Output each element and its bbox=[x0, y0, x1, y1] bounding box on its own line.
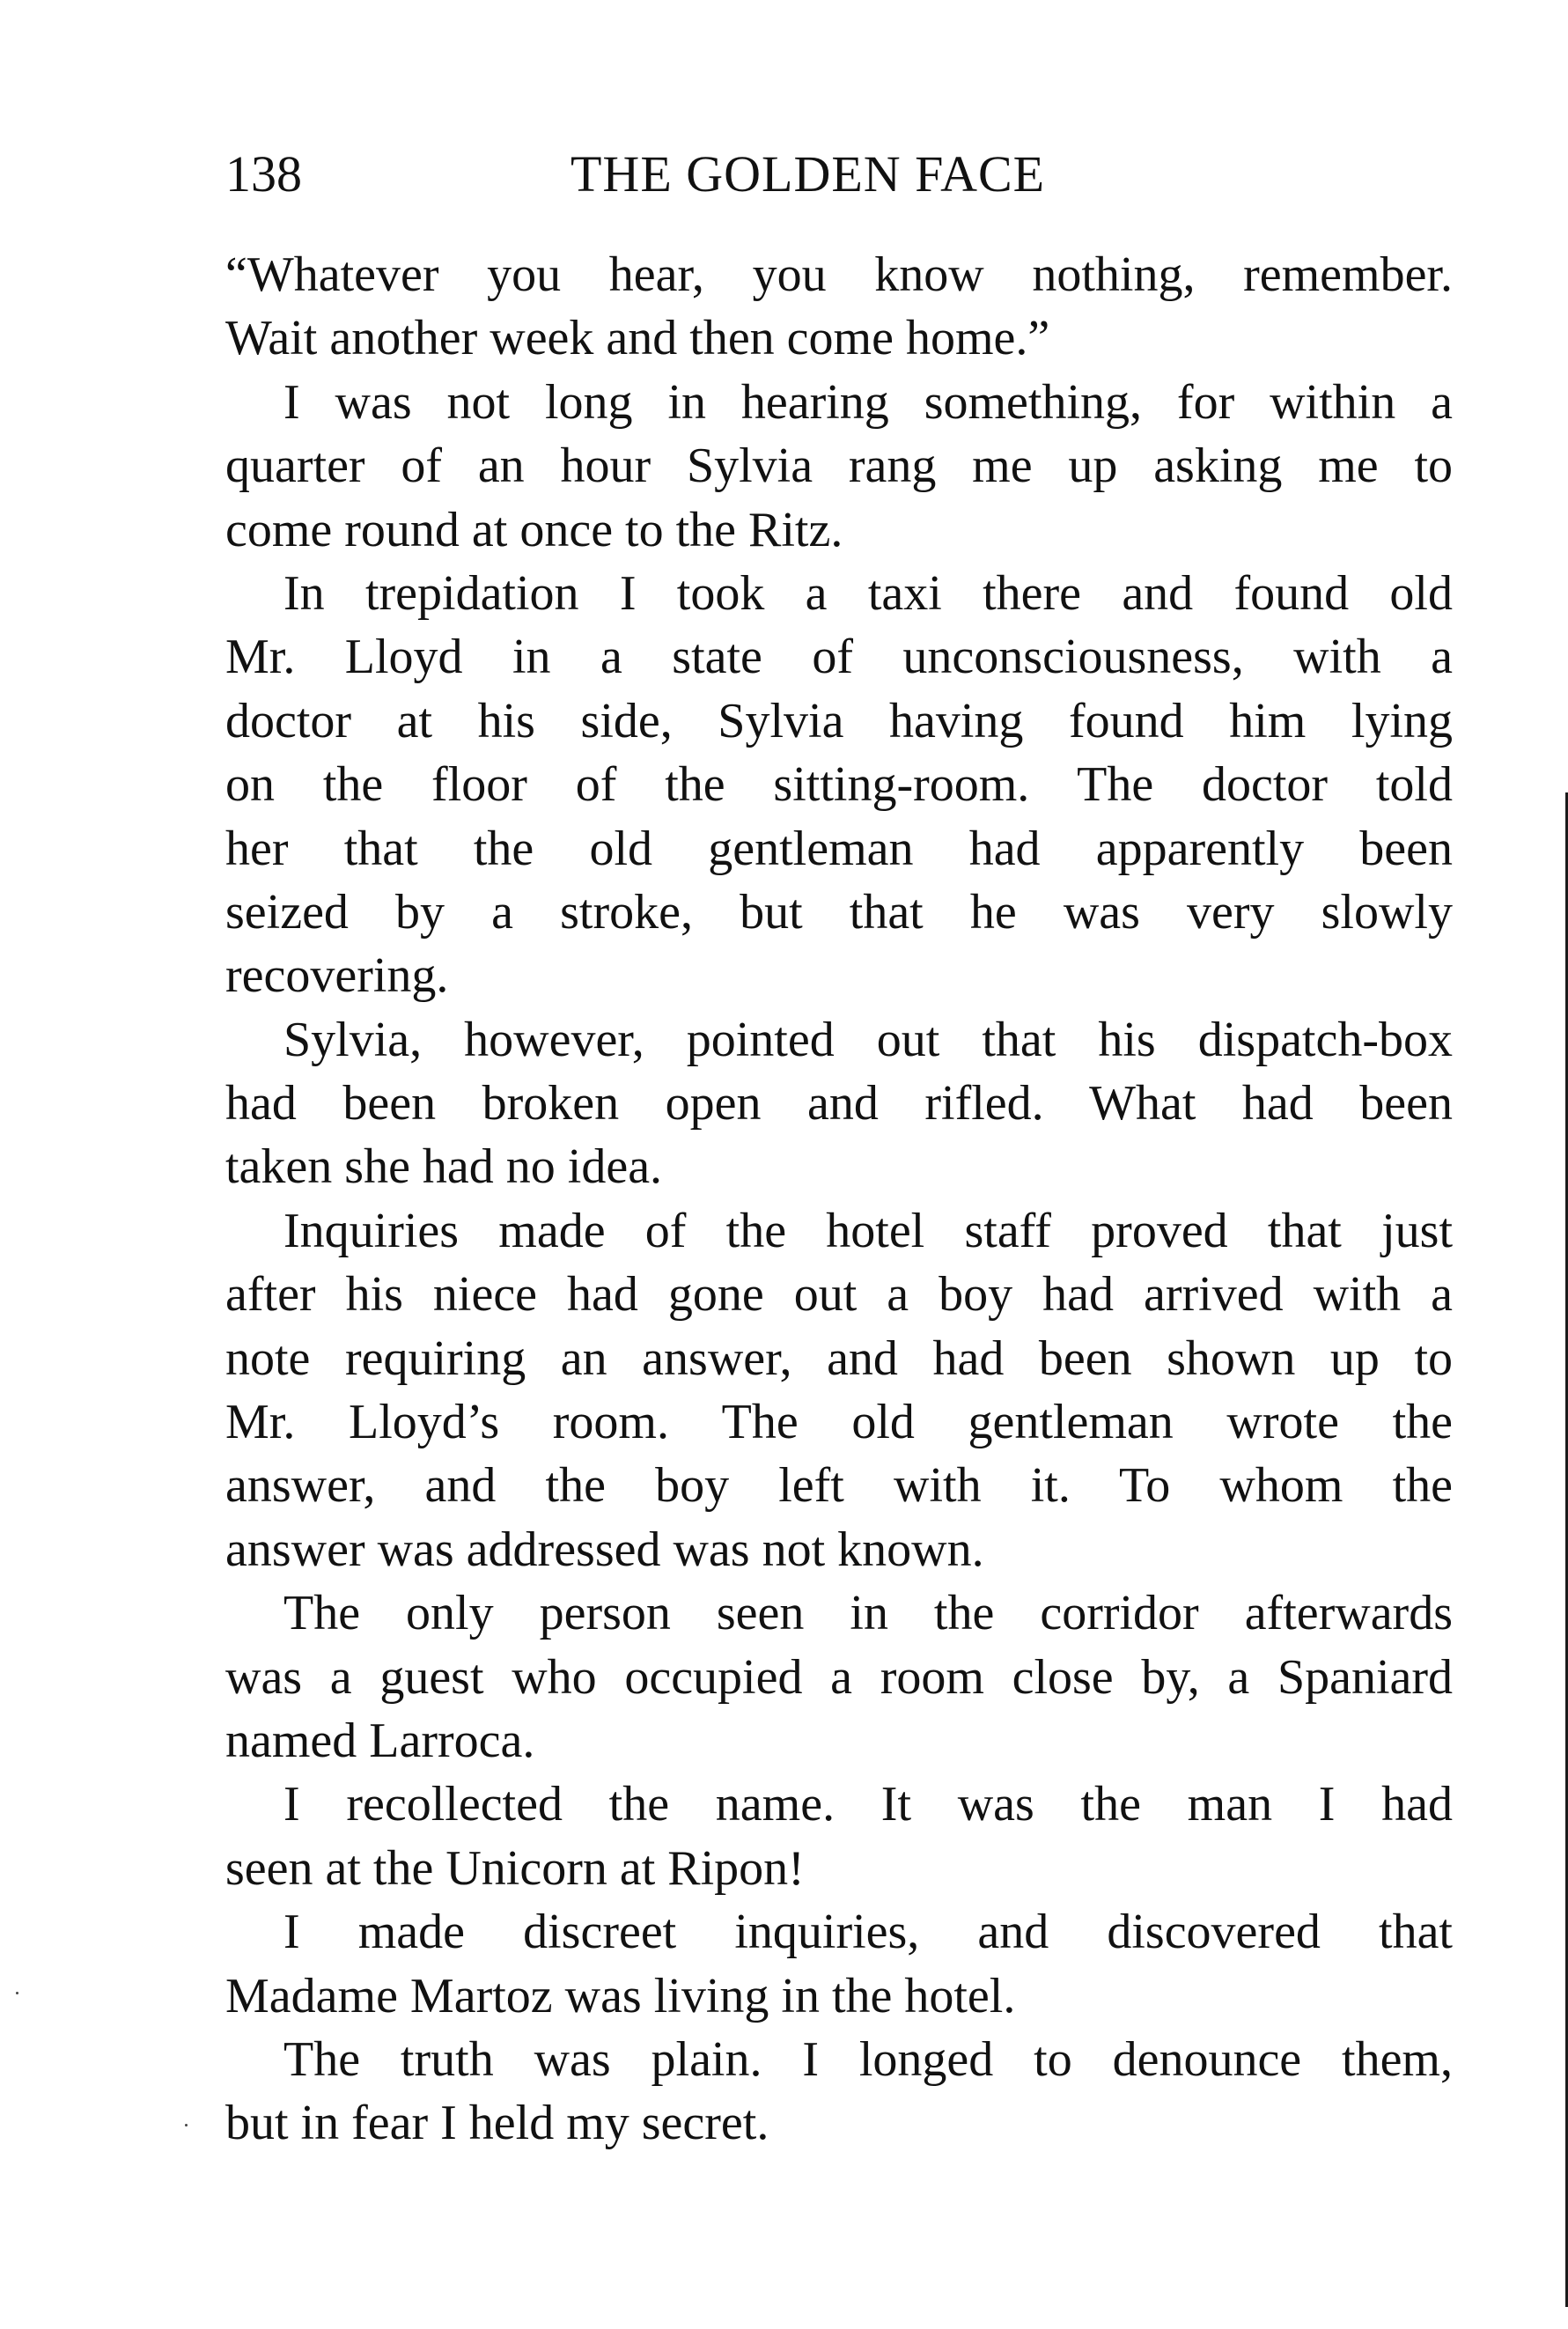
text-line: Mr. Lloyd’s room. The old gentleman wrote the bbox=[225, 1395, 1453, 1450]
text-line: I was not long in hearing something, for within a bbox=[283, 374, 1453, 430]
running-title: THE GOLDEN FACE bbox=[571, 145, 1046, 203]
text-line: Madame Martoz was living in the hotel. bbox=[225, 1968, 1016, 2023]
text-line: seen at the Unicorn at Ripon! bbox=[225, 1840, 805, 1896]
text-line: taken she had no idea. bbox=[225, 1139, 663, 1195]
text-line: quarter of an hour Sylvia rang me up asking me to bbox=[225, 439, 1453, 494]
text-line: Wait another week and then come home.” bbox=[225, 311, 1050, 366]
text-line: had been broken open and rifled. What had been bbox=[225, 1076, 1453, 1131]
text-line: “Whatever you hear, you know nothing, remember. bbox=[225, 247, 1453, 302]
text-line: seized by a stroke, but that he was very slowly bbox=[225, 884, 1453, 940]
text-line: come round at once to the Ritz. bbox=[225, 502, 843, 557]
page-number: 138 bbox=[225, 145, 302, 203]
text-line: her that the old gentleman had apparently been bbox=[225, 821, 1453, 876]
text-line: The only person seen in the corridor afterwards bbox=[283, 1586, 1453, 1641]
text-line: but in fear I held my secret. bbox=[225, 2096, 769, 2151]
text-line: I recollected the name. It was the man I had bbox=[283, 1777, 1453, 1832]
text-line: Sylvia, however, pointed out that his dispatch-box bbox=[283, 1012, 1453, 1067]
text-line: answer, and the boy left with it. To whom the bbox=[225, 1458, 1453, 1514]
text-line: In trepidation I took a taxi there and found old bbox=[283, 565, 1453, 621]
text-line: doctor at his side, Sylvia having found him lying bbox=[225, 693, 1453, 748]
scan-speck bbox=[185, 2124, 188, 2126]
text-line: I made discreet inquiries, and discovered that bbox=[283, 1905, 1453, 1960]
page-header bbox=[225, 139, 1453, 210]
text-line: was a guest who occupied a room close by, a Spaniard bbox=[225, 1649, 1453, 1705]
text-line: note requiring an answer, and had been shown up to bbox=[225, 1330, 1453, 1386]
scan-speck bbox=[16, 1992, 18, 1994]
text-line: on the floor of the sitting-room. The doctor told bbox=[225, 757, 1453, 813]
text-line: answer was addressed was not known. bbox=[225, 1522, 984, 1577]
text-line: recovering. bbox=[225, 948, 449, 1004]
text-line: Mr. Lloyd in a state of unconsciousness, with a bbox=[225, 630, 1453, 685]
text-line: after his niece had gone out a boy had arrived with a bbox=[225, 1267, 1453, 1323]
body-text bbox=[225, 243, 1453, 2156]
text-line: named Larroca. bbox=[225, 1713, 535, 1768]
text-line: Inquiries made of the hotel staff proved that just bbox=[283, 1203, 1453, 1258]
text-line: The truth was plain. I longed to denounce them, bbox=[283, 2031, 1453, 2087]
